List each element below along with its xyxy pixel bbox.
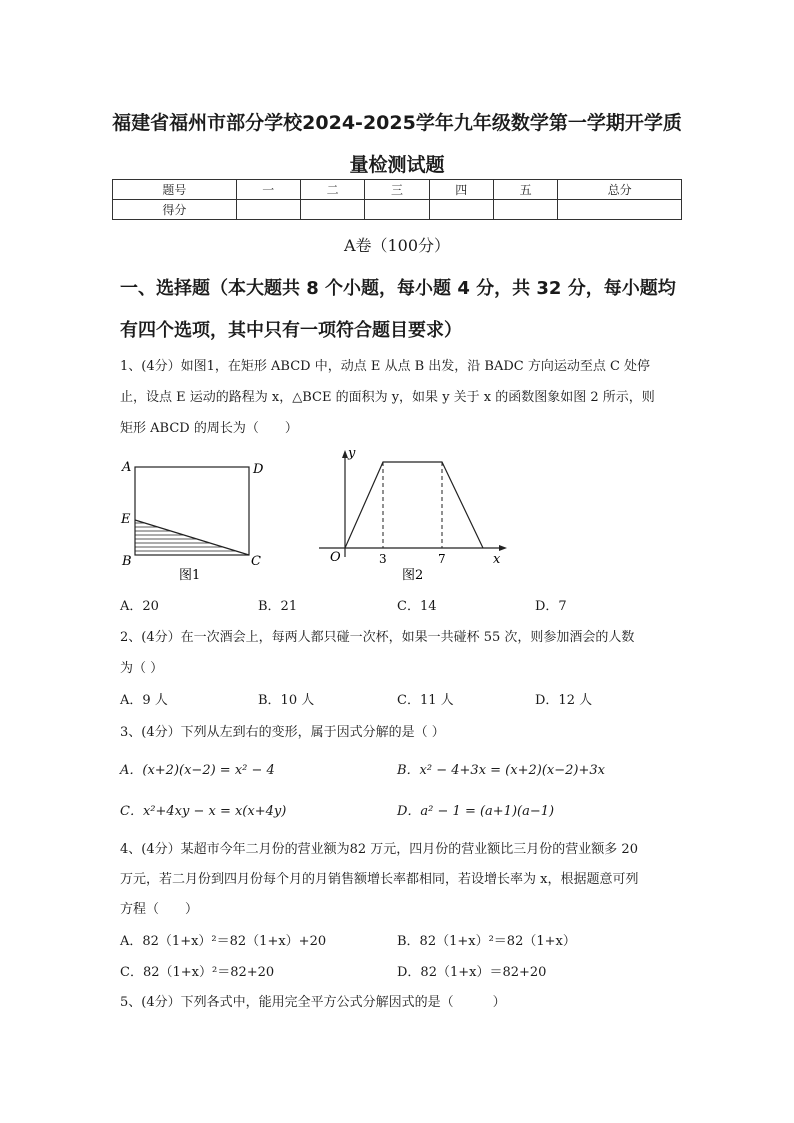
q3-option-b[interactable]: B．x² − 4+3x = (x+2)(x−2)+3x [397, 763, 605, 778]
q4-option-d[interactable]: D．82（1+x）＝82+20 [397, 965, 547, 980]
score-header-cell: 三 [365, 180, 429, 200]
segment-ec [135, 520, 249, 555]
q2-option-d[interactable]: D．12 人 [535, 693, 593, 708]
q1-option-d[interactable]: D．7 [535, 599, 567, 614]
q3-option-a[interactable]: A．(x+2)(x−2) = x² − 4 [120, 763, 275, 778]
figure2-caption: 图2 [402, 568, 424, 583]
q2-option-c[interactable]: C．11 人 [397, 693, 454, 708]
q1-text-line1: 1、(4分）如图1，在矩形 ABCD 中，动点 E 从点 B 出发，沿 BADC 方向运动至点 C 处停 [120, 359, 651, 374]
q2-option-b[interactable]: B．10 人 [258, 693, 315, 708]
figure2-graph [315, 445, 515, 585]
score-header-cell: 二 [300, 180, 364, 200]
paper-part-heading: A卷（100分） [343, 236, 451, 255]
score-blank-cell [429, 200, 493, 220]
label-e: E [121, 512, 131, 527]
q5-text-line1: 5、(4分）下列各式中，能用完全平方公式分解因式的是（ ） [120, 995, 506, 1010]
q4-option-b[interactable]: B．82（1+x）²＝82（1+x） [397, 934, 576, 949]
exam-title-line2: 量检测试题 [349, 154, 445, 176]
rectangle-abcd [135, 467, 249, 555]
q1-option-a[interactable]: A．20 [120, 599, 159, 614]
score-blank-cell [558, 200, 682, 220]
label-c: C [251, 554, 261, 569]
score-table [112, 179, 682, 220]
label-b: B [122, 554, 132, 569]
q4-text-line2: 万元，若二月份到四月份每个月的月销售额增长率都相同，若设增长率为 x，根据题意可列 [120, 872, 639, 887]
score-blank-cell [300, 200, 364, 220]
label-d: D [253, 462, 264, 477]
q1-text-line2: 止，设点 E 运动的路程为 x，△BCE 的面积为 y，如果 y 关于 x 的函数图象如图 2 所示，则 [120, 390, 655, 405]
q1-option-b[interactable]: B．21 [258, 599, 298, 614]
q4-option-c[interactable]: C．82（1+x）²＝82+20 [120, 965, 275, 980]
section1-heading-line1: 一、选择题（本大题共 8 个小题，每小题 4 分，共 32 分，每小题均 [120, 278, 676, 299]
score-table-score-row [113, 200, 682, 220]
score-header-cell: 一 [236, 180, 300, 200]
score-table-header-row [113, 180, 682, 200]
score-header-cell: 五 [493, 180, 557, 200]
q3-text-line1: 3、(4分）下列从左到右的变形，属于因式分解的是（ ） [120, 725, 445, 740]
function-curve [345, 462, 483, 548]
score-header-cell: 题号 [113, 180, 237, 200]
q4-text-line1: 4、(4分）某超市今年二月份的营业额为82 万元，四月份的营业额比三月份的营业额多 20 [120, 842, 638, 857]
score-header-cell: 四 [429, 180, 493, 200]
origin-label: O [330, 550, 341, 565]
q4-option-a[interactable]: A．82（1+x）²＝82（1+x）+20 [120, 934, 327, 949]
q1-text-line3: 矩形 ABCD 的周长为（ ） [120, 421, 298, 436]
score-blank-cell [493, 200, 557, 220]
q3-option-d[interactable]: D．a² − 1 = (a+1)(a−1) [397, 804, 555, 819]
figure1-rectangle [115, 455, 275, 585]
score-row-label: 得分 [113, 200, 237, 220]
exam-title-line1: 福建省福州市部分学校2024-2025学年九年级数学第一学期开学质 [112, 112, 682, 134]
q2-option-a[interactable]: A．9 人 [120, 693, 168, 708]
q4-text-line3: 方程（ ） [120, 902, 199, 917]
section1-heading-line2: 有四个选项，其中只有一项符合题目要求） [120, 320, 462, 341]
score-blank-cell [236, 200, 300, 220]
score-header-cell: 总分 [558, 180, 682, 200]
label-a: A [122, 460, 132, 475]
q1-option-c[interactable]: C．14 [397, 599, 437, 614]
x-axis-arrow-icon [499, 545, 507, 551]
figure1-caption: 图1 [179, 568, 201, 583]
x-axis-label: x [493, 552, 501, 567]
q2-text-line1: 2、(4分）在一次酒会上，每两人都只碰一次杯，如果一共碰杯 55 次，则参加酒会的人数 [120, 630, 635, 645]
tick-label-3: 3 [379, 552, 387, 566]
q2-text-line2: 为（ ） [120, 661, 164, 676]
score-blank-cell [365, 200, 429, 220]
tick-label-7: 7 [438, 552, 446, 566]
y-axis-label: y [348, 446, 356, 461]
q3-option-c[interactable]: C．x²+4xy − x = x(x+4y) [120, 804, 287, 819]
